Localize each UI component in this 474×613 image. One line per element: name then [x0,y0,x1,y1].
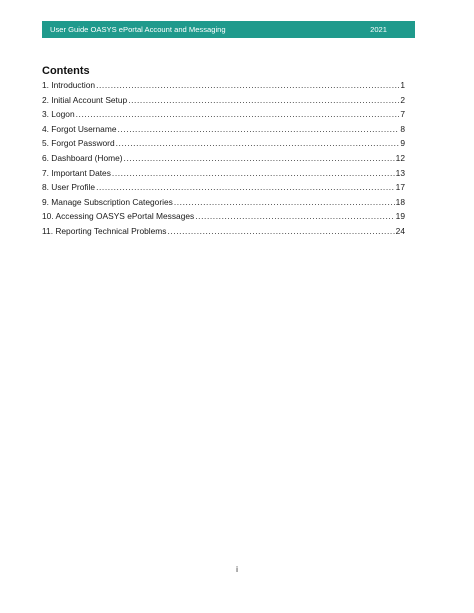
running-header [42,21,415,38]
toc-entry-page: 1 [400,80,405,90]
toc-entry-title: 9. Manage Subscription Categories [42,196,173,207]
toc-entry-title: 11. Reporting Technical Problems [42,225,167,236]
toc-entry-title: 8. User Profile [42,182,96,193]
toc-entry-logon[interactable] [42,109,405,124]
dot-leader [116,138,400,148]
toc-entry-page: 17 [395,182,405,193]
toc-entry-title: 5. Forgot Password [42,138,115,149]
toc-entry-page: 9 [400,138,405,149]
contents-heading: Contents [42,65,90,77]
dot-leader [76,109,400,119]
dot-leader [117,124,399,134]
toc-entry-initial-account-setup[interactable] [42,95,405,110]
header-year: 2021 [370,25,387,34]
toc-entry-accessing-messages[interactable] [42,211,405,226]
toc-entry-page: 2 [400,94,405,105]
toc-entry-forgot-password[interactable] [42,138,405,153]
toc-entry-reporting-technical-problems[interactable] [42,226,405,241]
dot-leader [167,226,394,236]
toc-entry-page: 8 [400,123,405,134]
toc-entry-user-profile[interactable] [42,182,405,197]
toc-entry-page: 7 [400,109,405,120]
page-number: i [236,565,238,574]
toc-entry-introduction[interactable] [42,80,405,95]
toc-entry-title: 4. Forgot Username [42,123,117,134]
toc-entry-dashboard[interactable] [42,153,405,168]
toc-entry-page: 12 [395,152,405,163]
toc-entry-title: 1. Introduction [42,80,96,90]
toc-entry-page: 13 [395,167,405,178]
dot-leader [124,153,395,163]
toc-entry-page: 18 [395,196,405,207]
dot-leader [128,95,399,105]
toc-entry-page: 19 [395,211,405,222]
toc-entry-forgot-username[interactable] [42,124,405,139]
toc-entry-title: 7. Important Dates [42,167,111,178]
table-of-contents [42,80,405,241]
header-title: User Guide OASYS ePortal Account and Messaging [50,25,226,34]
dot-leader [195,211,394,221]
toc-entry-title: 3. Logon [42,109,75,120]
toc-entry-page: 24 [395,225,405,236]
dot-leader [96,80,399,90]
toc-entry-manage-subscription-categories[interactable] [42,197,405,212]
dot-leader [112,168,395,178]
toc-entry-title: 6. Dashboard (Home) [42,152,123,163]
dot-leader [174,197,395,207]
toc-entry-title: 10. Accessing OASYS ePortal Messages [42,211,195,222]
toc-entry-important-dates[interactable] [42,168,405,183]
toc-entry-title: 2. Initial Account Setup [42,94,128,105]
dot-leader [96,182,395,192]
